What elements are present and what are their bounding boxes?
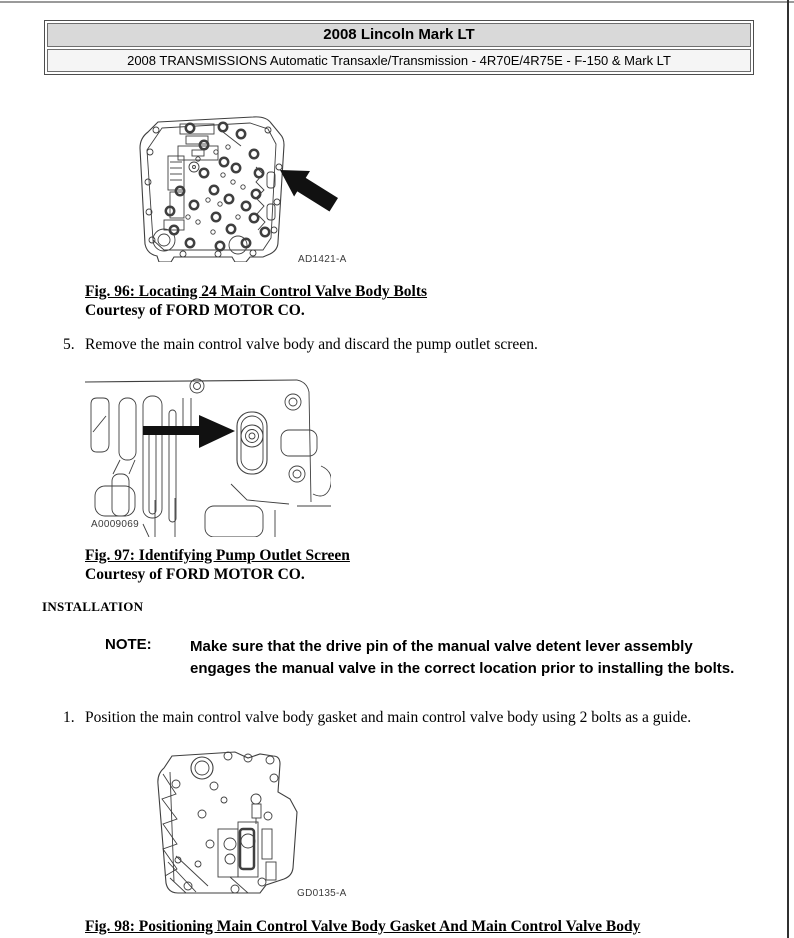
note-text: Make sure that the drive pin of the manual valve detent lever assembly engages the manual valve in the correct location prior to installing the bolts. [190,638,735,677]
step-5-text: Remove the main control valve body and discard the pump outlet screen. [85,336,538,353]
note-label: NOTE: [105,636,152,653]
page-top-rule [0,1,794,3]
figure-98-gasket-diagram [140,744,352,906]
valve-body-diagram [128,112,368,262]
figure-97-pump-outlet-screen-diagram [85,374,331,537]
figure-96-courtesy: Courtesy of FORD MOTOR CO. [85,302,305,319]
figure-97-caption-block [85,546,350,584]
figure-97-part-number: A0009069 [91,519,140,530]
figure-96-part-number: AD1421-A [298,254,347,265]
figure-96-valve-body-bolts-diagram [128,112,368,274]
step-1-number: 1. [63,709,75,726]
page-right-rule [787,0,789,938]
installation-heading: INSTALLATION [42,599,144,614]
figure-96-caption-block [85,282,427,320]
figure-98-part-number: GD0135-A [297,888,347,899]
figure-98-caption: Fig. 98: Positioning Main Control Valve Body Gasket And Main Control Valve Body [85,918,641,935]
figure-97-caption: Fig. 97: Identifying Pump Outlet Screen [85,547,350,564]
pointer-arrow-icon [143,415,235,448]
step-1-text: Position the main control valve body gasket and main control valve body using 2 bolts as a guide. [85,709,692,726]
page-subtitle: 2008 TRANSMISSIONS Automatic Transaxle/Transmission - 4R70E/4R75E - F-150 & Mark LT [47,49,751,72]
document-header [44,20,754,75]
step-5-number: 5. [63,336,75,353]
figure-98-caption-block [85,917,640,936]
figure-97-courtesy: Courtesy of FORD MOTOR CO. [85,566,305,583]
pump-body-diagram [85,374,331,537]
gasket-diagram [140,744,352,904]
page-title: 2008 Lincoln Mark LT [47,23,751,47]
figure-96-caption: Fig. 96: Locating 24 Main Control Valve Body Bolts [85,283,428,300]
note-block [105,636,745,702]
step-5 [63,335,538,354]
step-1 [63,708,691,727]
